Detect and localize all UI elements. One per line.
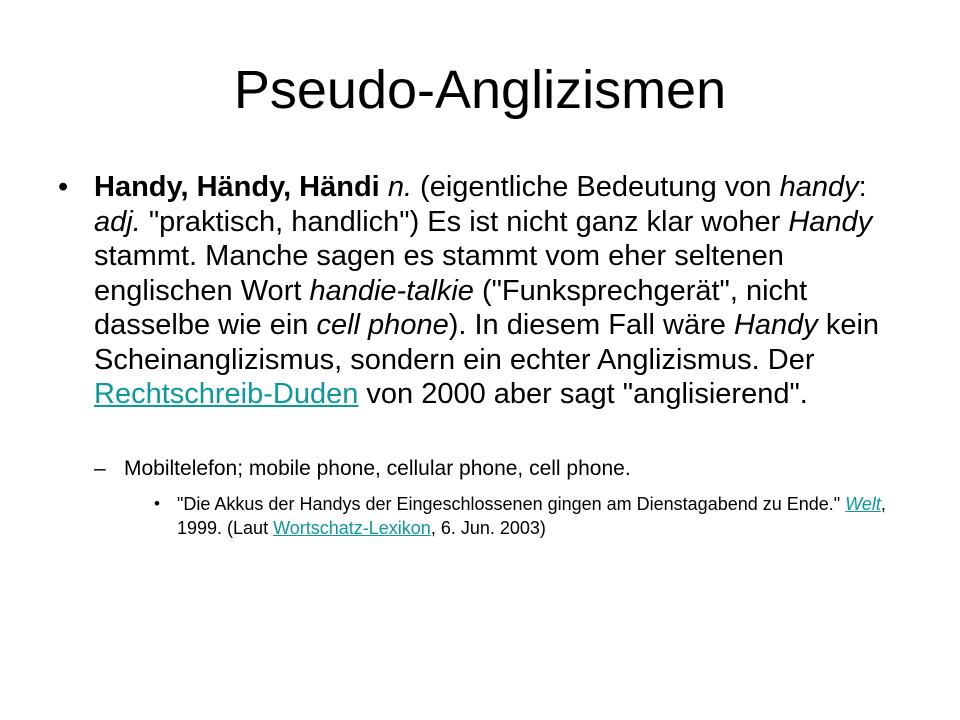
sub-bullet xyxy=(94,455,894,483)
text-segment: , 1999. (Laut xyxy=(177,494,886,538)
text-segment: handy xyxy=(779,171,859,203)
text-segment: kein Scheinanglizismus, sondern ein echter Anglizismus. Der xyxy=(94,309,880,376)
wortschatz-lexikon-link[interactable]: Wortschatz-Lexikon xyxy=(273,518,431,538)
dash-icon: – xyxy=(94,457,106,480)
text-segment: handie-talkie xyxy=(309,274,474,307)
headword: Handy, Händy, Händi xyxy=(94,171,380,203)
text-segment: "praktisch, handlich") Es ist nicht ganz klar woher xyxy=(140,205,789,238)
sub-bullet-text: Mobiltelefon; mobile phone, cellular phone, cell phone. xyxy=(124,457,631,480)
bullet-icon: • xyxy=(58,171,69,203)
main-bullet xyxy=(58,170,898,412)
text-segment: "Die Akkus der Handys der Eingeschlossenen gingen am Dienstagabend zu Ende." xyxy=(177,494,846,514)
quote-bullet xyxy=(154,492,894,540)
text-segment: Handy xyxy=(788,205,873,238)
rechtschreib-duden-link[interactable]: Rechtschreib-Duden xyxy=(94,378,359,410)
text-segment: von 2000 aber sagt "anglisierend". xyxy=(358,378,808,410)
quote-bullet-text xyxy=(177,492,894,540)
slide-title: Pseudo-Anglizismen xyxy=(233,60,727,120)
bullet-icon: • xyxy=(154,494,160,513)
text-segment: stammt. Manche sagen es stammt vom eher seltenen englischen Wort xyxy=(94,240,784,307)
text-segment: cell phone xyxy=(316,309,449,341)
part-of-speech: n. xyxy=(387,171,412,203)
text-segment: ). In diesem Fall wäre xyxy=(448,309,734,341)
text-segment: adj. xyxy=(94,205,141,238)
link-label: Welt xyxy=(845,494,881,514)
text-segment: : xyxy=(858,171,867,203)
welt-link[interactable] xyxy=(845,494,881,514)
text-segment: , 6. Jun. 2003) xyxy=(430,518,546,538)
main-bullet-text xyxy=(94,170,898,412)
text-segment: ("Funksprechgerät", nicht dasselbe wie ein xyxy=(94,274,808,341)
text-segment: Handy xyxy=(733,309,818,341)
text-segment: (eigentliche Bedeutung von xyxy=(412,171,780,203)
